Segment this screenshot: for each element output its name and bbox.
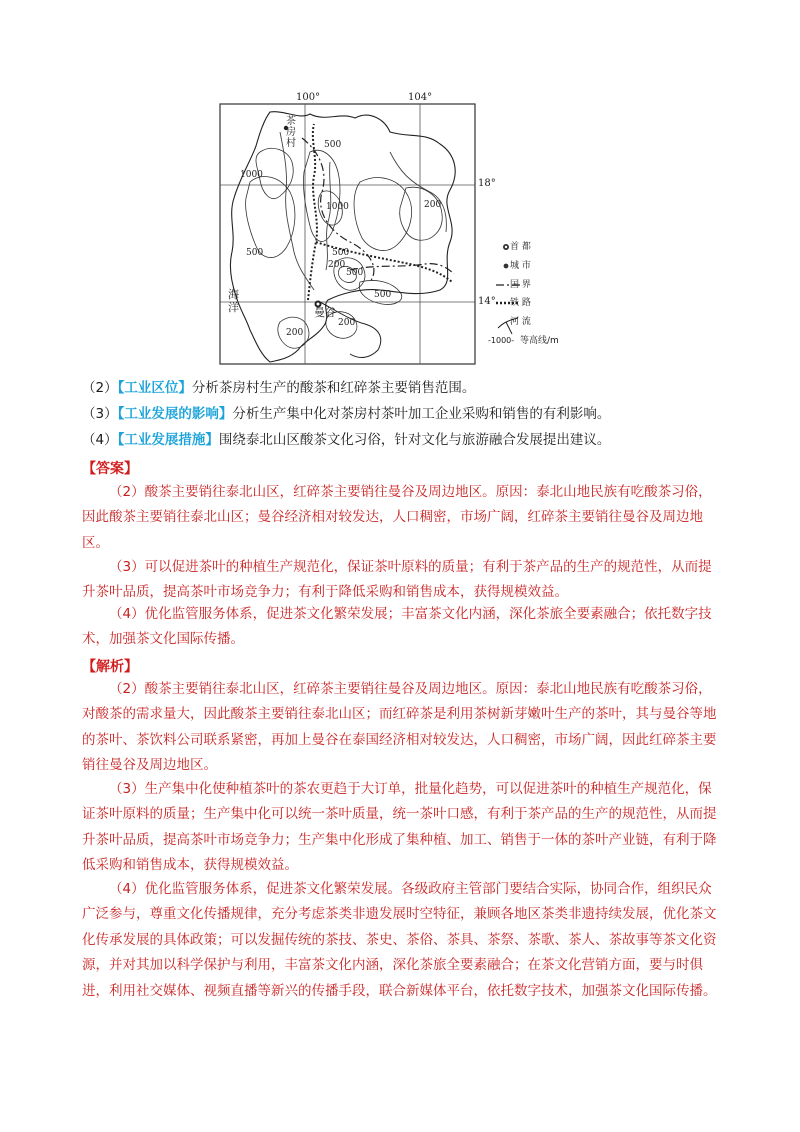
question-text: 围绕泰北山区酸茶文化习俗，针对文化与旅游融合发展提出建议。 bbox=[218, 432, 611, 448]
contour-label: 500 bbox=[324, 140, 342, 150]
question-number: （3） bbox=[82, 406, 118, 422]
contour-label: 500 bbox=[332, 248, 350, 258]
legend-contour-sample: -1000- bbox=[488, 336, 515, 345]
contour-label: 200 bbox=[286, 328, 304, 338]
contour-label: 1000 bbox=[240, 170, 263, 180]
analysis-heading: 【解析】 bbox=[82, 659, 138, 675]
bangkok-label: 曼谷 bbox=[314, 306, 336, 319]
question-tag: 【工业发展的影响】 bbox=[117, 406, 233, 422]
answer-heading: 【答案】 bbox=[82, 461, 138, 477]
lat-label-18: 18° bbox=[478, 178, 496, 189]
question-text: 分析生产集中化对茶房村茶叶加工企业采购和销售的有利影响。 bbox=[232, 406, 611, 422]
contour-label: 500 bbox=[374, 290, 392, 300]
analysis-paragraph-2: （2）酸茶主要销往泰北山区，红碎茶主要销往曼谷及周边地区。原因：泰北山地民族有吃酸茶习俗，对酸茶的需求量大，因此酸茶主要销往泰北山区；而红碎茶是利用茶树新芽嫩叶生产的茶叶，其与曼谷等地的茶叶、茶饮料公司联系紧密，再加上曼谷在泰国经济相对较发达，人口稠密，市场广阔，因此红碎茶主要销往曼谷及周边地区。 bbox=[82, 681, 717, 774]
contour-label: 500 bbox=[246, 248, 264, 258]
contour-label: 200 bbox=[338, 318, 356, 328]
question-number: （2） bbox=[82, 380, 118, 396]
answer-paragraph-2: （2）酸茶主要销往泰北山区，红碎茶主要销往曼谷及周边地区。原因：泰北山地民族有吃酸茶习俗，因此酸茶主要销往泰北山区；曼谷经济相对较发达，人口稠密，市场广阔，红碎茶主要销往曼谷及周边地区。 bbox=[82, 484, 712, 551]
legend-river: 河 流 bbox=[510, 317, 531, 327]
question-number: （4） bbox=[82, 432, 118, 448]
answer-paragraph-4: （4）优化监管服务体系，促进茶文化繁荣发展；丰富茶文化内涵，深化茶旅全要素融合；依托数字技术，加强茶文化国际传播。 bbox=[82, 606, 712, 648]
legend-city: 城 市 bbox=[510, 261, 531, 271]
lon-label-100: 100° bbox=[296, 92, 321, 103]
analysis-paragraph-3: （3）生产集中化使种植茶叶的茶农更趋于大订单，批量化趋势，可以促进茶叶的种植生产规范化，保证茶叶原料的质量；生产集中化可以统一茶叶质量，统一茶叶口感，有利于茶产品的生产的规范性，从而提升茶叶品质，提高茶叶市场竞争力；生产集中化形成了集种植、加工、销售于一体的茶叶产业链，有利于降低采购和销售成本，获得规模效益。 bbox=[82, 781, 717, 874]
answer-paragraph-3: （3）可以促进茶叶的种植生产规范化，保证茶叶原料的质量；有利于茶产品的生产的规范性，从而提升茶叶品质，提高茶叶市场竞争力；有利于降低采购和销售成本，获得规模效益。 bbox=[82, 559, 712, 601]
legend-capital: 首 都 bbox=[510, 242, 531, 252]
analysis-paragraph-4: （4）优化监管服务体系，促进茶文化繁荣发展。各级政府主管部门要结合实际，协同合作，组织民众广泛参与，尊重文化传播规律，充分考虑茶类非遗发展时空特征，兼顾各地区茶类非遗持续发展，优化茶文化传承发展的具体政策；可以发掘传统的茶技、茶史、茶俗、茶具、茶祭、茶歌、茶人、茶故事等茶文化资源，并对其加以科学保护与利用，丰富茶文化内涵，深化茶旅全要素融合；在茶文化营销方面，要与时俱进，利用社交媒体、视频直播等新兴的传播手段，联合新媒体平台，依托数字技术，加强茶文化国际传播。 bbox=[82, 881, 717, 999]
map-drawing bbox=[210, 92, 630, 370]
question-3 bbox=[82, 404, 610, 424]
thailand-map-figure bbox=[210, 92, 630, 370]
contour-label: 200 bbox=[328, 260, 346, 270]
legend-railway: 铁 路 bbox=[510, 298, 531, 308]
lat-label-14: 14° bbox=[478, 296, 496, 307]
tea-village-label: 茶房村 bbox=[286, 116, 296, 149]
contour-label: 500 bbox=[346, 268, 364, 278]
contour-label: 1000 bbox=[326, 202, 349, 212]
legend-contour: 等高线/m bbox=[520, 336, 559, 346]
sea-label: 海洋 bbox=[228, 288, 239, 314]
question-tag: 【工业发展措施】 bbox=[117, 432, 219, 448]
question-tag: 【工业区位】 bbox=[117, 380, 192, 396]
contour-label: 200 bbox=[424, 200, 442, 210]
lon-label-104: 104° bbox=[408, 92, 433, 103]
question-2 bbox=[82, 378, 475, 398]
question-4 bbox=[82, 430, 610, 450]
question-text: 分析茶房村生产的酸茶和红碎茶主要销售范围。 bbox=[191, 380, 476, 396]
legend-border: 国 界 bbox=[510, 280, 531, 290]
